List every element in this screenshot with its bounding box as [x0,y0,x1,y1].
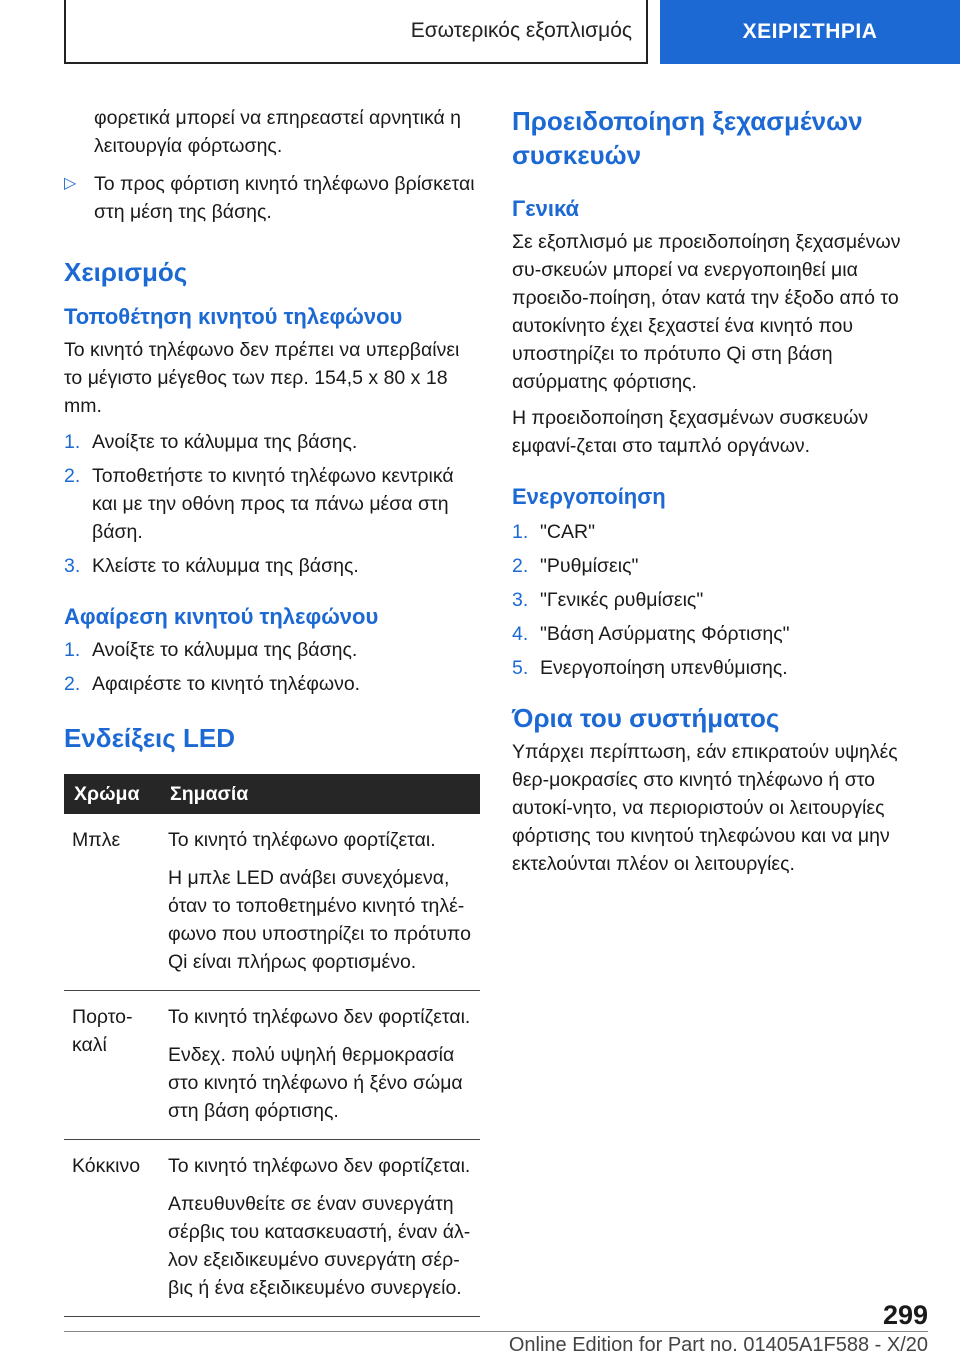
step-text: Τοποθετήστε το κινητό τηλέφωνο κεντρικά και με την οθόνη προς τα πάνω μέσα στη βάση. [92,465,454,543]
header-chapter-title: ΧΕΙΡΙΣΤΗΡΙΑ [742,20,878,43]
step-number: 1. [64,431,81,453]
header-section-title: Εσωτερικός εξοπλισμός [410,19,632,42]
cell-color: Πορτο-καλί [64,991,160,1140]
cell-meaning [160,814,480,991]
list-item [512,620,928,648]
list-item [64,636,480,664]
column-header-color: Χρώμα [64,774,160,814]
step-text: "Ρυθμίσεις" [540,555,639,577]
triangle-bullet-icon: ▷ [64,175,77,192]
activation-steps-list [512,518,928,682]
step-number: 4. [512,623,529,645]
table-row [64,814,480,991]
heading-led: Ενδείξεις LED [64,723,236,753]
step-text: "CAR" [540,521,596,543]
list-item [64,670,480,698]
left-column [64,96,480,1317]
step-text: Κλείστε το κάλυμμα της βάσης. [92,555,359,577]
list-item [512,654,928,682]
table-row [64,1140,480,1317]
bullet-text: Το προς φόρτιση κινητό τηλέφωνο βρίσκεται στη μέση της βάσης. [94,173,475,223]
page-number: 299 [882,1300,928,1330]
led-table [64,774,480,1317]
limits-text: Υπάρχει περίπτωση, εάν επικρατούν υψηλές θερ-μοκρασίες στο κινητό τηλέφωνο ή στο αυτοκί-νητο, να περιοριστούν οι λειτουργίες φόρτισης του κινητού τηλεφώνου και να μην εκτελούνται πλέον οι λειτουργίες. [512,741,898,875]
footer-edition: Online Edition for Part no. 01405A1F588 - X/20 [508,1334,928,1356]
heading-system-limits: Όρια του συστήματος [512,703,780,733]
step-text: "Γενικές ρυθμίσεις" [540,589,704,611]
heading-general: Γενικά [512,196,580,221]
general-text-2: Η προειδοποίηση ξεχασμένων συσκευών εμφανί-ζεται στο ταμπλό οργάνων. [512,407,869,457]
heading-operation: Χειρισμός [64,257,188,287]
heading-remove-phone: Αφαίρεση κινητού τηλεφώνου [64,604,379,629]
cell-color: Μπλε [64,814,160,991]
table-row [64,991,480,1140]
cell-meaning [160,991,480,1140]
step-number: 2. [64,465,81,487]
step-number: 1. [64,639,81,661]
general-text-1: Σε εξοπλισμό με προειδοποίηση ξεχασμένων συ-σκευών μπορεί να ενεργοποιηθεί μια προειδο-ποίηση, όταν κατά την έξοδο από το αυτοκίνητο έχει ξεχαστεί ένα κινητό που υποστηρίζει το πρότυπο Qi στη βάση ασύρματης φόρτισης. [512,231,901,393]
step-number: 1. [512,521,529,543]
place-steps-list [64,428,480,580]
step-number: 2. [512,555,529,577]
continued-text: φορετικά μπορεί να επηρεαστεί αρνητικά η λειτουργία φόρτωσης. [94,107,462,157]
meaning-line: Το κινητό τηλέφωνο φορτίζεται. [168,829,436,851]
header-chapter-tab[interactable] [660,0,960,64]
cell-meaning [160,1140,480,1317]
right-column [512,96,928,878]
meaning-detail: Η μπλε LED ανάβει συνεχόμενα, όταν το τοποθετημένο κινητό τηλέ-φωνο που υποστηρίζει το πρότυπο Qi είναι πλήρως φορτισμένο. [168,867,471,973]
bullet-item [64,170,480,226]
step-number: 3. [512,589,529,611]
list-item [64,428,480,456]
list-item [512,552,928,580]
meaning-line: Το κινητό τηλέφωνο δεν φορτίζεται. [168,1155,471,1177]
column-header-meaning: Σημασία [160,774,480,814]
heading-place-phone: Τοποθέτηση κινητού τηλεφώνου [64,304,403,329]
step-text: Αφαιρέστε το κινητό τηλέφωνο. [92,673,361,695]
remove-steps-list [64,636,480,698]
list-item [512,586,928,614]
place-text: Το κινητό τηλέφωνο δεν πρέπει να υπερβαίνει το μέγιστο μέγεθος των περ. 154,5 x 80 x 18 mm. [64,339,460,417]
heading-activation: Ενεργοποίηση [512,484,666,509]
meaning-detail: Ενδεχ. πολύ υψηλή θερμοκρασία στο κινητό τηλέφωνο ή ξένο σώμα στη βάση φόρτισης. [168,1044,463,1122]
list-item [512,518,928,546]
header-section [64,0,648,64]
list-item [64,552,480,580]
step-text: Ανοίξτε το κάλυμμα της βάσης. [92,639,358,661]
step-text: Ανοίξτε το κάλυμμα της βάσης. [92,431,358,453]
cell-color: Κόκκινο [64,1140,160,1317]
heading-forgotten-devices: Προειδοποίηση ξεχασμένων συσκευών [512,106,863,170]
footer-divider [64,1331,928,1332]
list-item [64,462,480,546]
step-number: 2. [64,673,81,695]
step-number: 3. [64,555,81,577]
step-number: 5. [512,657,529,679]
table-header-row [64,774,480,814]
step-text: "Βάση Ασύρματης Φόρτισης" [540,623,790,645]
step-text: Ενεργοποίηση υπενθύμισης. [540,657,788,679]
meaning-detail: Απευθυνθείτε σε έναν συνεργάτη σέρβις του κατασκευαστή, έναν άλ-λον εξειδικευμένο συνεργάτη σέρ-βις ή ένα εξειδικευμένο συνεργείο. [168,1193,471,1299]
meaning-line: Το κινητό τηλέφωνο δεν φορτίζεται. [168,1006,471,1028]
